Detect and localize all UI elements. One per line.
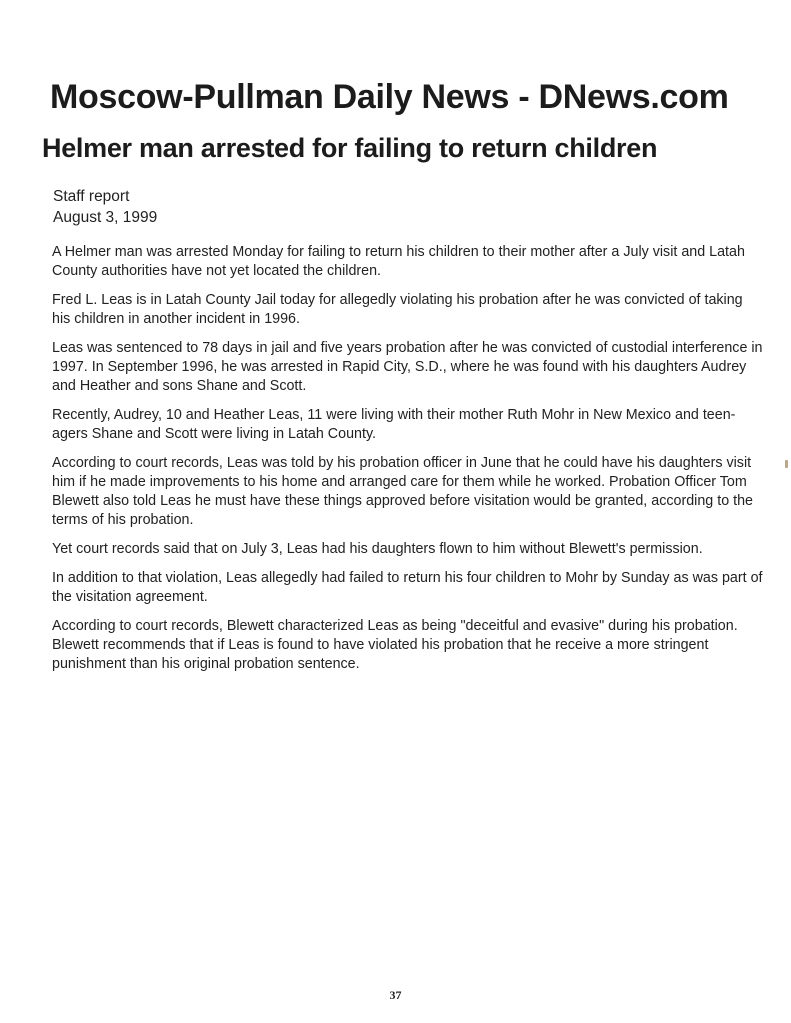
article-paragraph: In addition to that violation, Leas allegedly had failed to return his four children to Mohr by Sunday as was part of the visitation agreement.: [52, 570, 763, 605]
scan-speck: [785, 460, 788, 468]
article-paragraph: Yet court records said that on July 3, Leas had his daughters flown to him without Blewett's permission.: [52, 541, 703, 557]
byline-author: Staff report: [53, 188, 130, 205]
article-paragraph: Leas was sentenced to 78 days in jail and five years probation after he was convicted of custodial interference in 1997. In September 1996, he was arrested in Rapid City, S.D., where he was found with his daughters Audrey and Heather and sons Shane and Scott.: [52, 340, 763, 394]
article-paragraph: According to court records, Blewett characterized Leas as being "deceitful and evasive" during his probation. Blewett recommends that if Leas is found to have violated his probation that he receive a more stringent punishment than his original probation sentence.: [52, 618, 738, 672]
article-paragraph: Recently, Audrey, 10 and Heather Leas, 11 were living with their mother Ruth Mohr in New Mexico and teen-agers Shane and Scott were living in Latah County.: [52, 407, 736, 442]
article-paragraph: A Helmer man was arrested Monday for failing to return his children to their mother after a July visit and Latah County authorities have not yet located the children.: [52, 244, 745, 279]
article-headline: Helmer man arrested for failing to return children: [42, 133, 658, 163]
article-body: [52, 243, 764, 684]
byline: [53, 186, 157, 228]
article-paragraph: According to court records, Leas was told by his probation officer in June that he could have his daughters visit him if he made improvements to his home and arranged care for them while he worked. Probation Officer Tom Blewett also told Leas he must have these things approved before visitation would be granted, according to the terms of his probation.: [52, 455, 753, 528]
masthead-title: Moscow-Pullman Daily News - DNews.com: [50, 78, 729, 116]
byline-date: August 3, 1999: [53, 209, 158, 226]
article-paragraph: Fred L. Leas is in Latah County Jail today for allegedly violating his probation after he was convicted of taking his children in another incident in 1996.: [52, 292, 743, 327]
page-number: 37: [389, 988, 402, 1002]
